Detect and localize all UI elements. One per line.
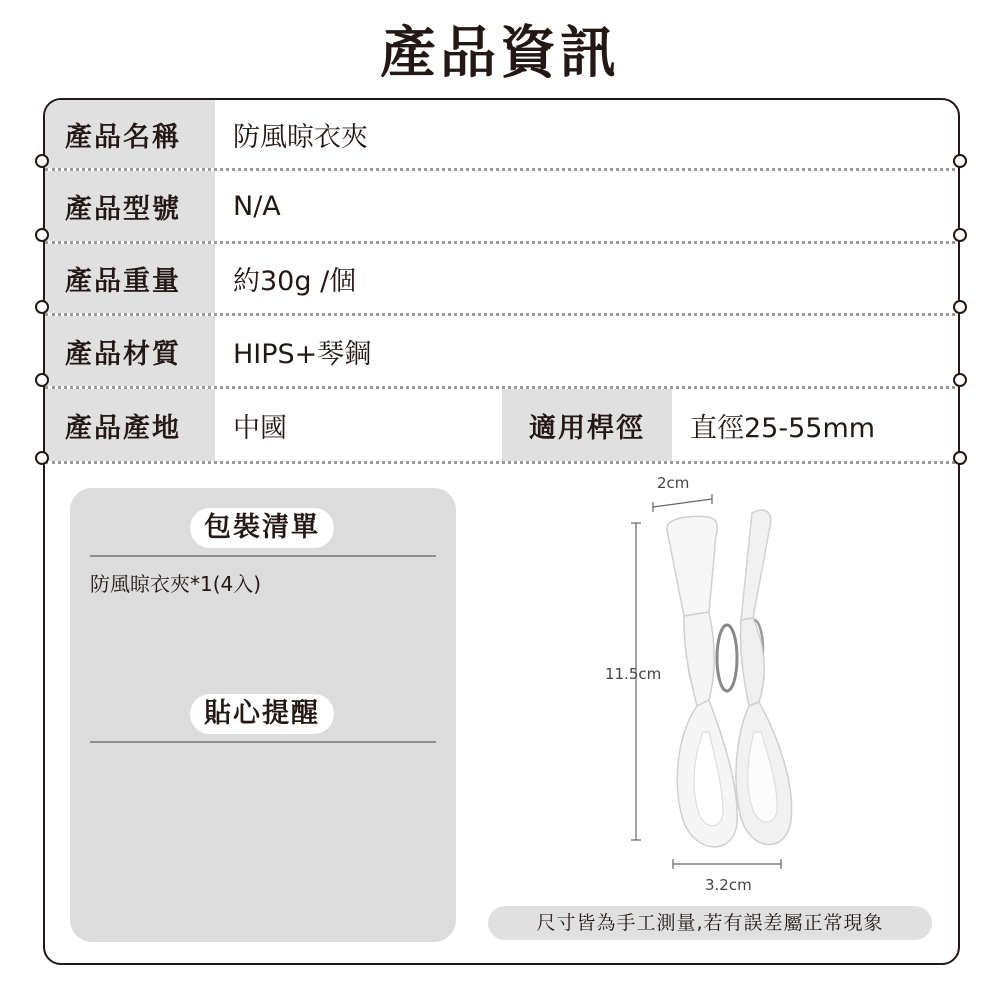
page-title: 產品資訊: [380, 21, 620, 86]
left-notch: [35, 300, 49, 314]
right-notch: [953, 451, 967, 465]
reminder-divider: [90, 741, 436, 743]
right-notch: [953, 154, 967, 168]
right-notch: [953, 373, 967, 387]
spec-row-model: [45, 171, 960, 241]
measurement-note: 尺寸皆為手工測量,若有誤差屬正常現象: [488, 906, 932, 940]
left-notch: [35, 373, 49, 387]
spec-value: 防風晾衣夾: [233, 121, 368, 153]
package-reminder-box: [70, 488, 456, 942]
package-content: 防風晾衣夾*1(4入): [90, 572, 262, 596]
spec-label: 產品型號: [45, 171, 215, 241]
package-divider: [90, 555, 436, 557]
dimension-top-label: 2cm: [657, 474, 690, 492]
package-heading: 包裝清單: [190, 508, 334, 548]
spec-value: 中國: [233, 412, 287, 444]
dotted-divider: [45, 461, 960, 464]
left-notch: [35, 228, 49, 242]
spec-value: 約30g /個: [233, 266, 357, 297]
right-notch: [953, 300, 967, 314]
spec-value-rod-diameter: 直徑25-55mm: [690, 412, 876, 444]
dimension-height-label: 11.5cm: [605, 665, 662, 683]
spec-row-weight: [45, 244, 960, 313]
spec-row-material: [45, 316, 960, 386]
left-notch: [35, 451, 49, 465]
spec-row-name: [45, 100, 960, 168]
spec-card: [43, 98, 960, 965]
reminder-heading: 貼心提醒: [190, 694, 334, 734]
spec-value: HIPS+琴鋼: [233, 338, 372, 370]
spec-label: 產品名稱: [45, 100, 215, 168]
spec-label-rod-diameter: 適用桿徑: [502, 389, 672, 461]
spec-label: 產品材質: [45, 316, 215, 386]
spec-value: N/A: [233, 190, 281, 222]
dimension-bottom-label: 3.2cm: [705, 876, 752, 894]
right-notch: [953, 228, 967, 242]
spec-label: 產品重量: [45, 244, 215, 313]
spec-label: 產品產地: [45, 389, 215, 461]
top-dimension-line: [653, 499, 712, 507]
left-notch: [35, 154, 49, 168]
